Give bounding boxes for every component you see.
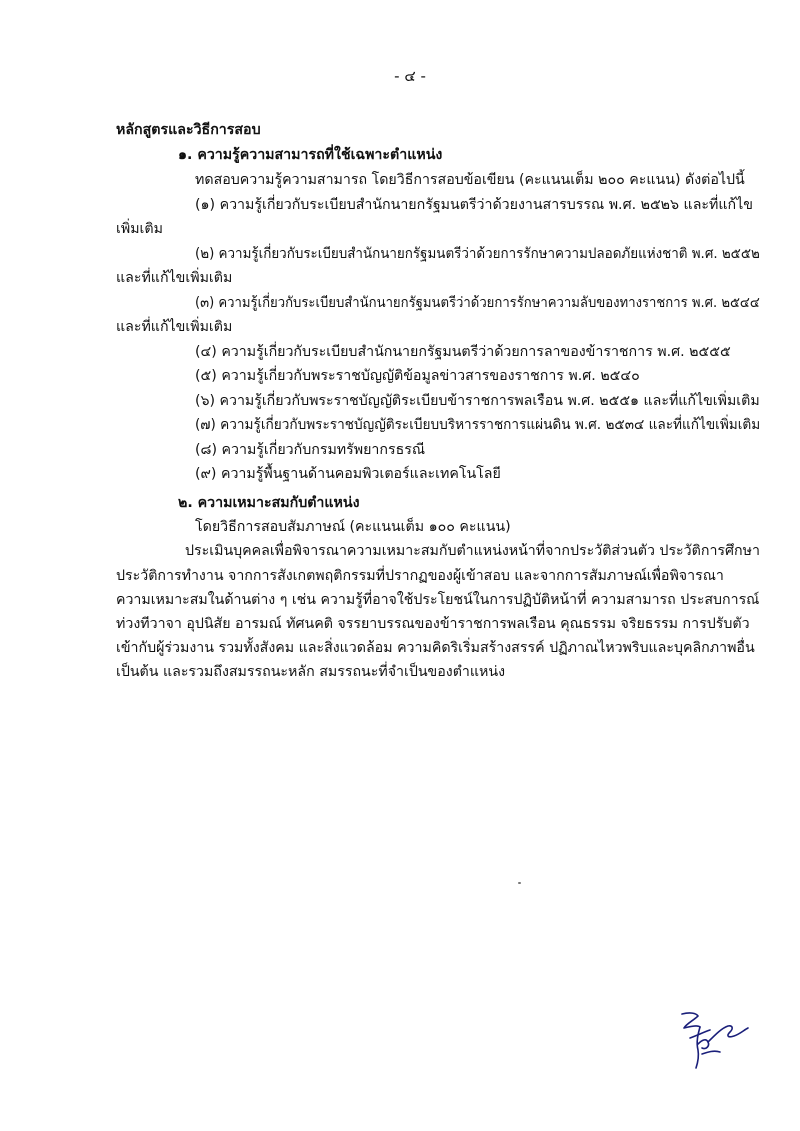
section1-line: (๖) ความรู้เกี่ยวกับพระราชบัญญัติระเบียบข้าราชการพลเรือน พ.ศ. ๒๕๕๑ และที่แก้ไขเพิ่มเติม	[195, 393, 760, 409]
scan-speck	[518, 882, 521, 884]
section2-line: ประวัติการทำงาน จากการสังเกตพฤติกรรมที่ปรากฏของผู้เข้าสอบ และจากการสัมภาษณ์เพื่อพิจารณา	[116, 568, 724, 584]
section1-line: (๕) ความรู้เกี่ยวกับพระราชบัญญัติข้อมูลข่าวสารของราชการ พ.ศ. ๒๕๔๐	[195, 368, 640, 384]
section1-line: (๗) ความรู้เกี่ยวกับพระราชบัญญัติระเบียบบริหารราชการแผ่นดิน พ.ศ. ๒๕๓๔ และที่แก้ไขเพิ่มเติม	[195, 417, 761, 433]
section1-line: (๒) ความรู้เกี่ยวกับระเบียบสำนักนายกรัฐมนตรีว่าด้วยการรักษาความปลอดภัยแห่งชาติ พ.ศ. ๒๕๕๒	[195, 246, 760, 262]
section1-intro: ทดสอบความรู้ความสามารถ โดยวิธีการสอบข้อเขียน (คะแนนเต็ม ๒๐๐ คะแนน) ดังต่อไปนี้	[195, 172, 745, 188]
section1-title: ๑. ความรู้ความสามารถที่ใช้เฉพาะตำแหน่ง	[178, 147, 443, 163]
heading-exam-curriculum: หลักสูตรและวิธีการสอบ	[116, 122, 261, 138]
handwritten-signature	[672, 1008, 752, 1074]
section2-line: เป็นต้น และรวมถึงสมรรถนะหลัก สมรรถนะที่จำเป็นของตำแหน่ง	[116, 664, 505, 680]
section2-line: เข้ากับผู้ร่วมงาน รวมทั้งสังคม และสิ่งแวดล้อม ความคิดริเริ่มสร้างสรรค์ ปฏิภาณไหวพริบและบุคลิกภาพอื่น	[116, 640, 755, 656]
section1-line: และที่แก้ไขเพิ่มเติม	[116, 319, 233, 335]
section1-line: (๑) ความรู้เกี่ยวกับระเบียบสำนักนายกรัฐมนตรีว่าด้วยงานสารบรรณ พ.ศ. ๒๕๒๖ และที่แก้ไข	[195, 197, 753, 213]
section2-intro: โดยวิธีการสอบสัมภาษณ์ (คะแนนเต็ม ๑๐๐ คะแนน)	[195, 519, 511, 535]
section1-line: (๘) ความรู้เกี่ยวกับกรมทรัพยากรธรณี	[195, 442, 426, 458]
section1-line: (๔) ความรู้เกี่ยวกับระเบียบสำนักนายกรัฐมนตรีว่าด้วยการลาของข้าราชการ พ.ศ. ๒๕๕๕	[195, 344, 731, 360]
section2-title: ๒. ความเหมาะสมกับตำแหน่ง	[178, 495, 360, 511]
section1-line: (๓) ความรู้เกี่ยวกับระเบียบสำนักนายกรัฐมนตรีว่าด้วยการรักษาความลับของทางราชการ พ.ศ. ๒๕๔๔	[195, 295, 760, 311]
section2-line: ประเมินบุคคลเพื่อพิจารณาความเหมาะสมกับตำแหน่งหน้าที่จากประวัติส่วนตัว ประวัติการศึกษา	[185, 543, 760, 559]
section2-line: ท่วงทีวาจา อุปนิสัย อารมณ์ ทัศนคติ จรรยาบรรณของข้าราชการพลเรือน คุณธรรม จริยธรรม การปรับตัว	[116, 616, 750, 632]
section1-line: และที่แก้ไขเพิ่มเติม	[116, 270, 233, 286]
section1-line: เพิ่มเติม	[116, 221, 163, 237]
section1-line: (๙) ความรู้พื้นฐานด้านคอมพิวเตอร์และเทคโนโลยี	[195, 466, 501, 482]
section2-line: ความเหมาะสมในด้านต่าง ๆ เช่น ความรู้ที่อาจใช้ประโยชน์ในการปฏิบัติหน้าที่ ความสามารถ ประสบการณ์	[116, 592, 760, 608]
page-number: - ๔ -	[394, 67, 426, 85]
